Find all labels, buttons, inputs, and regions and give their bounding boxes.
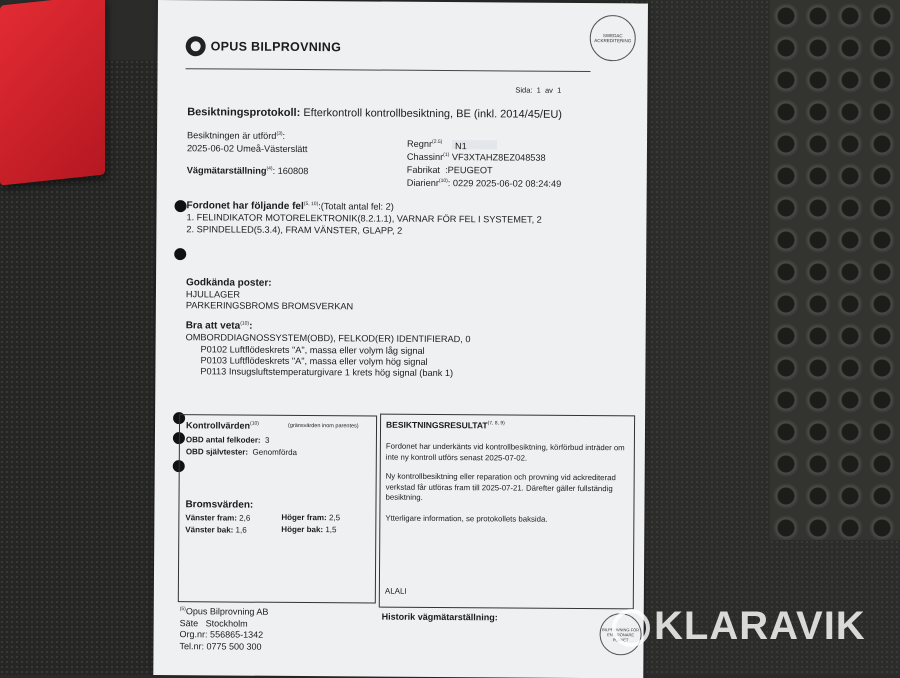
vehicle-class: N1: [454, 141, 467, 152]
info-lead: OMBORDDIAGNOSSYSTEM(OBD), FELKOD(ER) IDENTIFIERAD, 0: [185, 332, 471, 345]
regnr-row: Regnr$^{(2.5)}$: [407, 139, 497, 150]
approved-item: HJULLAGER: [185, 289, 241, 300]
obd-code: P0113 Insugsluftstemperaturgivare 1 krets hög signal (bank 1): [200, 366, 454, 379]
watermark-logo-icon: [612, 609, 650, 647]
performed-label: Besiktningen är utförd$^{(3)}$:: [187, 130, 286, 141]
obd-fault-count: OBD antal felkoder: 3: [185, 435, 270, 445]
approved-item: PARKERINGSBROMS BROMSVERKAN: [185, 300, 354, 312]
opus-logo-icon: [186, 36, 206, 56]
seal-text: SWEDAC ACKREDITERING: [594, 32, 632, 44]
swedac-seal-icon: [590, 15, 636, 61]
result-paragraph: Fordonet har underkänts vid kontrollbesiktning, körförbud inträder om inte ny kontroll utförs senast 2025-07-02.: [385, 441, 625, 463]
result-paragraph: Ytterligare information, se protokollets baksida.: [385, 513, 548, 524]
diary-row: Diarienr$^{(10)}$: 0229 2025-06-02 08:24:49: [406, 177, 562, 189]
page-number: Sida: 1 av 1: [515, 85, 562, 95]
control-title: Kontrollvärden$^{(10)}$: [185, 420, 259, 431]
fault-item: 1. FELINDIKATOR MOTORELEKTRONIK(8.2.1.1), VARNAR FÖR FEL I SYSTEMET, 2: [186, 212, 542, 225]
punch-hole: [174, 248, 186, 260]
green-planet-stamp-icon: BILPROVNING FÖR EN GRÖNARE PLANET: [599, 613, 641, 655]
opus-logo: [186, 36, 342, 57]
watermark: KLARAVIK: [612, 604, 866, 649]
brake-right-rear: Höger bak: 1,5: [281, 524, 337, 535]
header-divider: [186, 68, 591, 72]
floor-mat: [770, 0, 900, 540]
inspection-document: [153, 0, 648, 678]
brake-left-front: Vänster fram: 2,6: [185, 513, 251, 523]
odometer: Vägmätarställning$^{(4)}$: 160808: [186, 165, 309, 177]
brake-title: Bromsvärden:: [185, 499, 254, 511]
result-box: [379, 414, 635, 610]
faults-heading: Fordonet har följande fel$^{(5, 10)}$:(Totalt antal fel: 2): [186, 200, 394, 213]
result-title: BESIKTNINGSRESULTAT$^{(7, 8, 9)}$: [386, 419, 505, 431]
obd-self-tests: OBD självtester: Genomförda: [185, 447, 298, 457]
brake-right-front: Höger fram: 2,5: [281, 512, 341, 523]
result-paragraph: Ny kontrollbesiktning eller reparation och provning vid ackrediterad verkstad får utföras fram till 2025-07-21. Därefter gäller fullständig besiktning.: [385, 471, 616, 502]
punch-hole: [175, 200, 187, 212]
red-object: [0, 0, 105, 186]
obd-code: P0102 Luftflödeskrets "A", massa eller volym låg signal: [200, 344, 425, 356]
control-note: (gränsvärden inom parentes): [288, 422, 359, 430]
protocol-title: Besiktningsprotokoll: Efterkontroll kontrollbesiktning, BE (inkl. 2014/45/EU): [187, 106, 563, 121]
brake-left-rear: Vänster bak: 1,6: [185, 525, 247, 535]
make-row: Fabrikat :PEUGEOT: [406, 164, 493, 176]
fault-item: 2. SPINDELLED(5.3.4), FRAM VÄNSTER, GLAPP, 2: [186, 224, 403, 236]
chassis-row: Chassinr$^{(1)}$ VF3XTAHZ8EZ048538: [406, 151, 546, 163]
odometer-history: Historik vägmätarställning:: [381, 611, 498, 623]
info-heading: Bra att veta$^{(10)}$:: [185, 320, 253, 332]
obd-code: P0103 Luftflödeskrets "A", massa eller volym hög signal: [200, 355, 428, 367]
inspector-signature: ALALI: [384, 586, 407, 596]
approved-heading: Godkända poster:: [185, 277, 272, 289]
performed-value: 2025-06-02 Umeå-Västerslätt: [186, 143, 308, 155]
brand-name: OPUS BILPROVNING: [210, 39, 342, 55]
company-info: $^{(5)}$Opus Bilprovning AB Säte Stockholm Org.nr: 556865-1342 Tel.nr: 0775 500 300: [179, 606, 269, 652]
control-values-box: [178, 414, 377, 603]
